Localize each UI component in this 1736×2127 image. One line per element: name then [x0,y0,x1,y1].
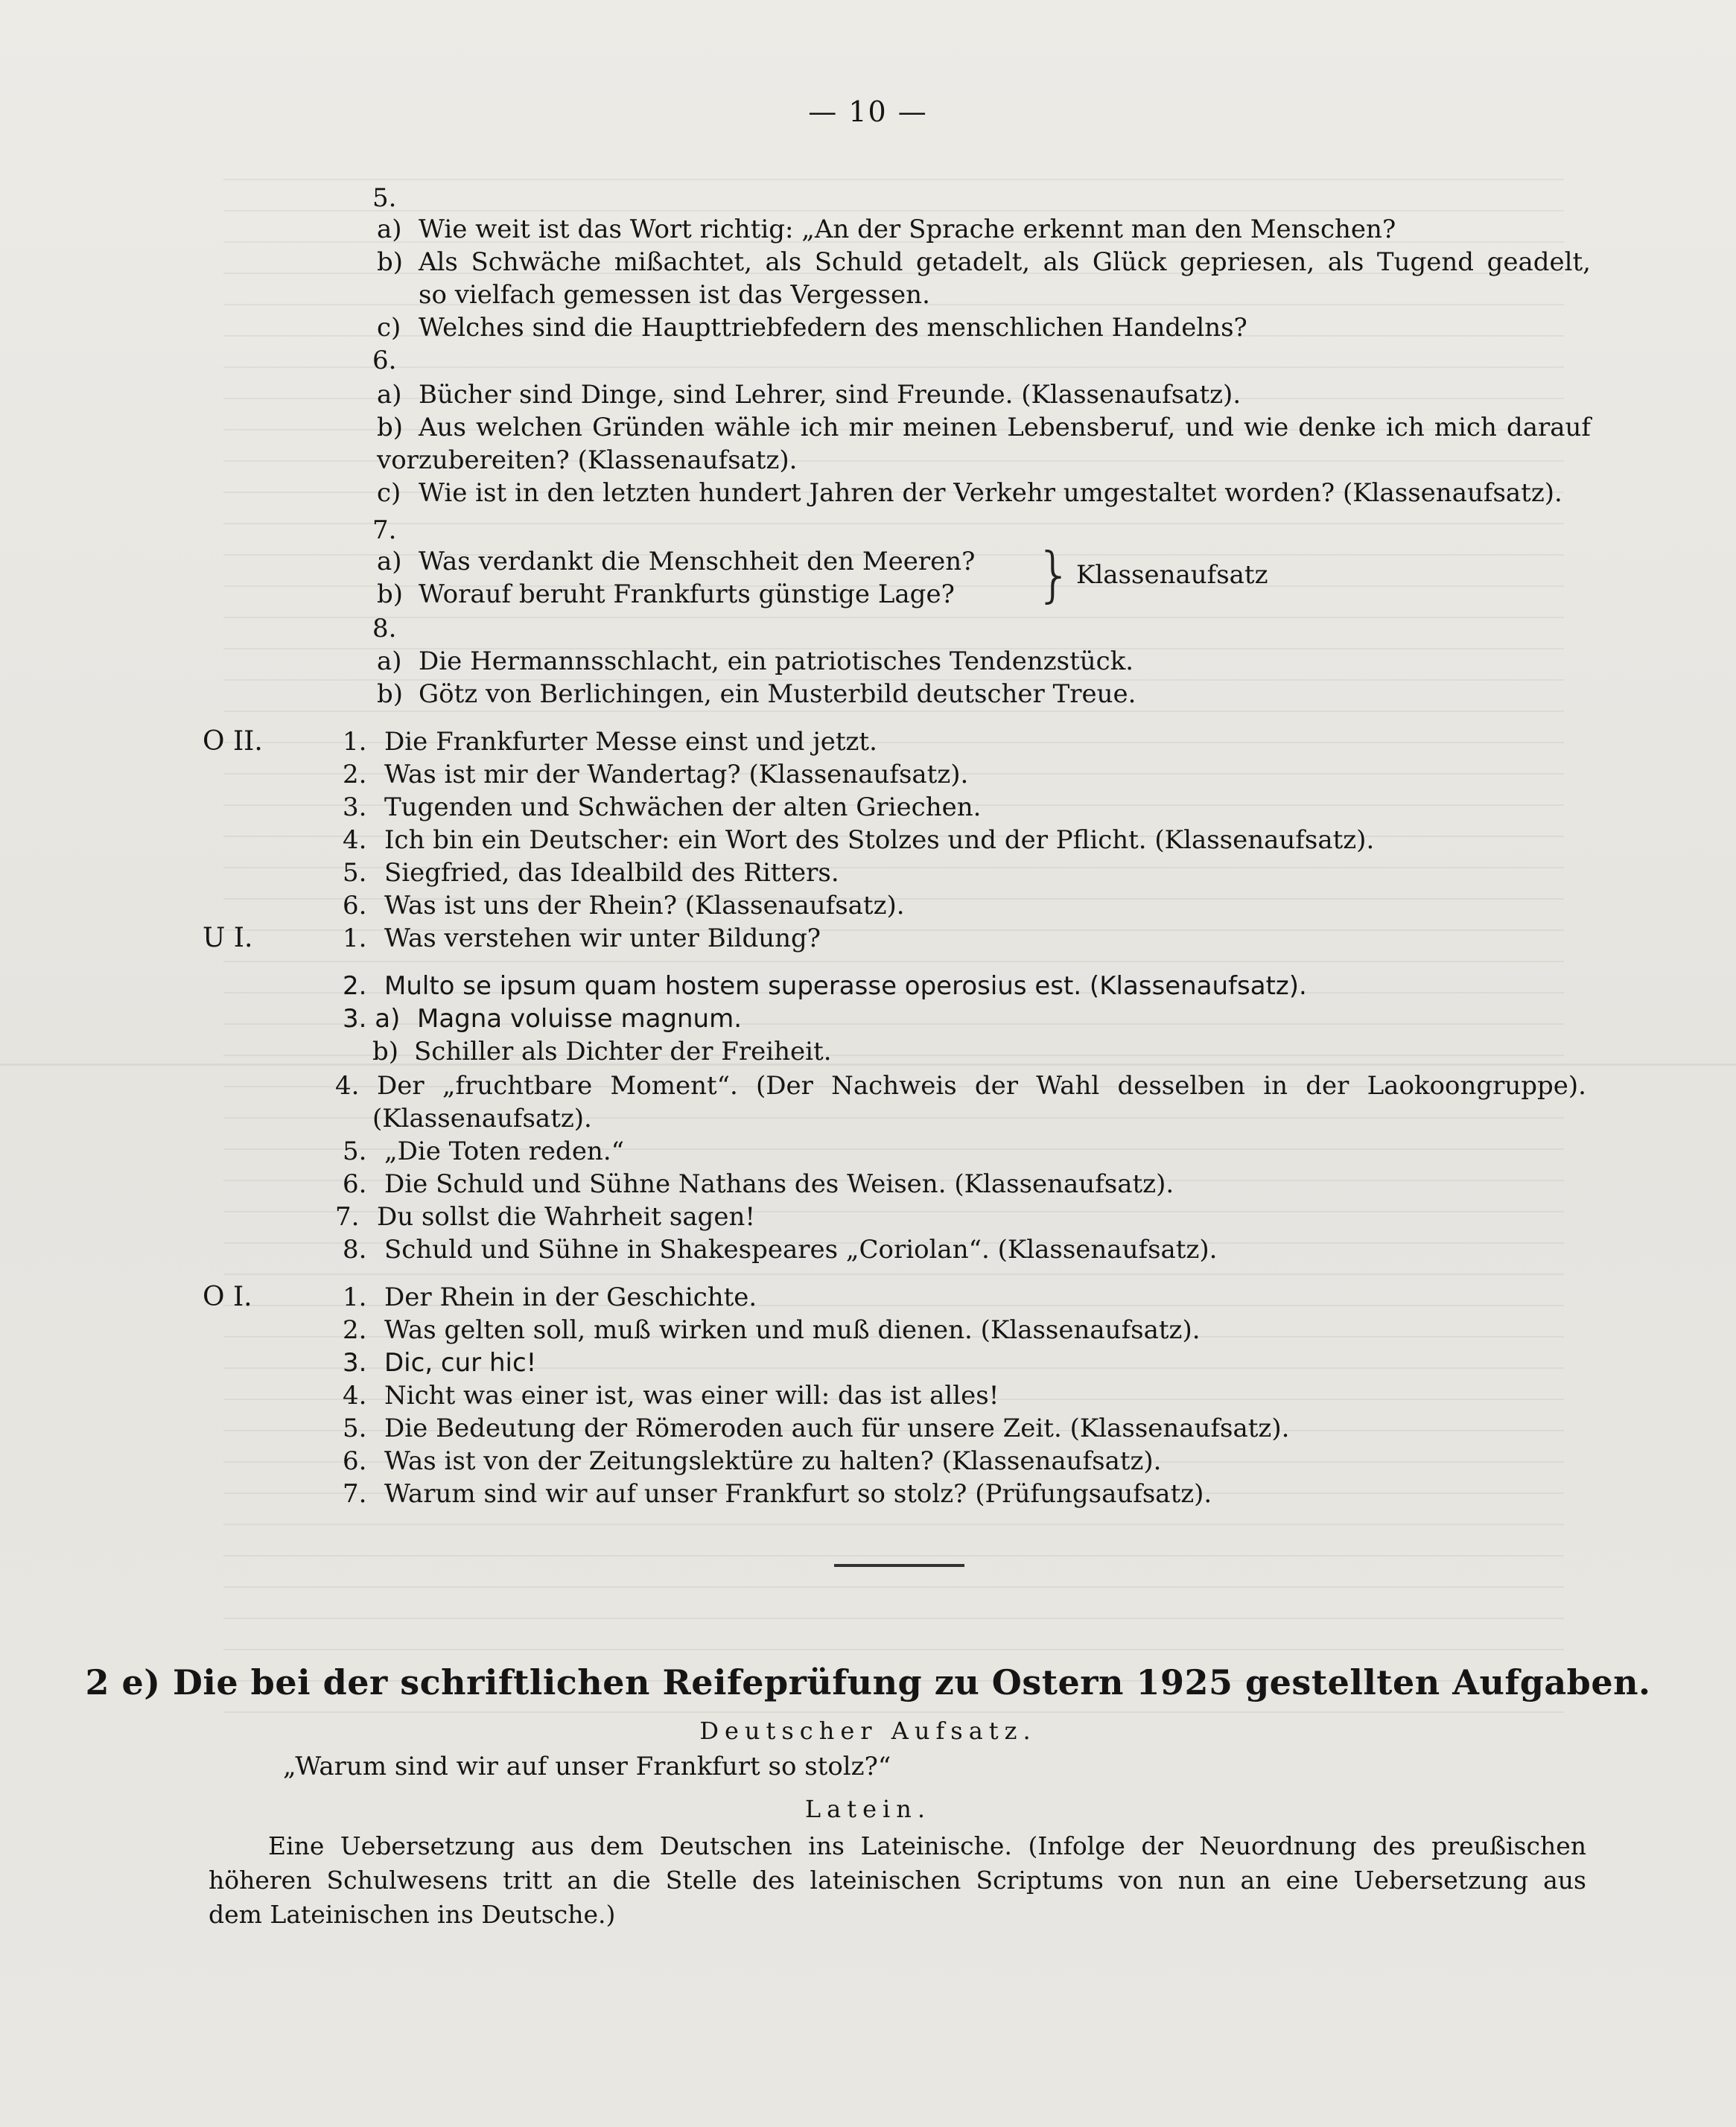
latein-line-3: dem Lateinischen ins Deutsche.) [209,1900,616,1929]
section-divider [834,1564,964,1567]
u-i-item-1: 1. Was verstehen wir unter Bildung? [343,923,821,953]
brace-label: Klassenaufsatz [1076,560,1268,590]
u-i-item-3b: b) Schiller als Dichter der Freiheit. [372,1037,832,1066]
o-ii-item-3: 3. Tugenden und Schwächen der alten Griechen. [343,792,982,822]
u-i-item-4: 4. Der „fruchtbare Moment“. (Der Nachweis der Wahl desselben in der Laokoongruppe). [335,1071,1586,1101]
section-title: 2 e) Die bei der schriftlichen Reifeprüfung zu Ostern 1925 gestellten Aufgaben. [85,1662,1651,1702]
latein-paragraph [209,1829,1586,1932]
o-ii-item-5: 5. Siegfried, das Idealbild des Ritters. [343,858,839,888]
class-label-u-i: U I. [203,923,253,953]
o-i-item-4: 4. Nicht was einer ist, was einer will: das ist alles! [343,1381,999,1411]
o-ii-item-4: 4. Ich bin ein Deutscher: ein Wort des Stolzes und der Pflicht. (Klassenaufsatz). [343,825,1375,855]
group-6-item-c: c) Wie ist in den letzten hundert Jahren der Verkehr umgestaltet worden? (Klassenaufsatz). [377,478,1562,508]
brace-symbol: } [1035,540,1073,609]
deutsch-text: „Warum sind wir auf unser Frankfurt so stolz?“ [283,1752,891,1781]
class-label-o-ii: O II. [203,726,263,757]
o-ii-item-2: 2. Was ist mir der Wandertag? (Klassenaufsatz). [343,760,969,789]
group-7-item-b: b) Worauf beruht Frankfurts günstige Lage? [377,579,955,609]
class-label-o-i: O I. [203,1282,252,1312]
o-i-item-6: 6. Was ist von der Zeitungslektüre zu halten? (Klassenaufsatz). [343,1446,1162,1476]
group-7-label: 7. [372,515,397,545]
page-number: — 10 — [808,95,928,128]
o-i-item-5: 5. Die Bedeutung der Römeroden auch für unsere Zeit. (Klassenaufsatz). [343,1414,1290,1443]
o-i-item-3: 3. Dic, cur hic! [343,1348,537,1378]
group-6-item-a: a) Bücher sind Dinge, sind Lehrer, sind Freunde. (Klassenaufsatz). [377,380,1241,410]
u-i-item-3a: 3. a) Magna voluisse magnum. [343,1004,743,1034]
group-5-item-b-cont: so vielfach gemessen ist das Vergessen. [419,280,930,310]
u-i-item-2: 2. Multo se ipsum quam hostem superasse operosius est. (Klassenaufsatz). [343,971,1307,1001]
o-i-item-2: 2. Was gelten soll, muß wirken und muß dienen. (Klassenaufsatz). [343,1315,1201,1345]
group-7-item-a: a) Was verdankt die Menschheit den Meeren? [377,547,976,576]
page-fold [0,1064,1736,1066]
group-6-item-b-cont: vorzubereiten? (Klassenaufsatz). [377,445,798,475]
group-6-label: 6. [372,346,397,375]
u-i-item-6: 6. Die Schuld und Sühne Nathans des Weisen. (Klassenaufsatz). [343,1169,1174,1199]
u-i-item-8: 8. Schuld und Sühne in Shakespeares „Coriolan“. (Klassenaufsatz). [343,1235,1218,1265]
group-5-item-b: b) Als Schwäche mißachtet, als Schuld getadelt, als Glück gepriesen, als Tugend geadelt, [377,247,1591,277]
group-5-item-a: a) Wie weit ist das Wort richtig: „An der Sprache erkennt man den Menschen? [377,214,1396,244]
latein-line-2: höheren Schulwesens tritt an die Stelle des lateinischen Scriptums von nun an eine Uebersetzung aus [209,1866,1586,1895]
o-i-item-1: 1. Der Rhein in der Geschichte. [343,1282,757,1312]
u-i-item-7: 7. Du sollst die Wahrheit sagen! [335,1202,756,1232]
o-ii-item-1: 1. Die Frankfurter Messe einst und jetzt. [343,727,877,757]
group-5-label: 5. [372,183,397,213]
group-8-item-a: a) Die Hermannsschlacht, ein patriotisches Tendenzstück. [377,646,1134,676]
latein-line-1: Eine Uebersetzung aus dem Deutschen ins Lateinische. (Infolge der Neuordnung des preußischen [268,1831,1586,1860]
o-i-item-7: 7. Warum sind wir auf unser Frankfurt so stolz? (Prüfungsaufsatz). [343,1479,1212,1509]
u-i-item-4-cont: (Klassenaufsatz). [372,1104,592,1134]
group-8-item-b: b) Götz von Berlichingen, ein Musterbild deutscher Treue. [377,679,1136,709]
group-5-item-c: c) Welches sind die Haupttriebfedern des menschlichen Handelns? [377,313,1247,343]
deutsch-heading: Deutscher Aufsatz. [699,1717,1037,1745]
group-6-item-b: b) Aus welchen Gründen wähle ich mir meinen Lebensberuf, und wie denke ich mich darauf [377,413,1591,442]
group-8-label: 8. [372,614,397,643]
o-ii-item-6: 6. Was ist uns der Rhein? (Klassenaufsatz). [343,891,905,921]
u-i-item-5: 5. „Die Toten reden.“ [343,1136,625,1166]
latein-heading: Latein. [804,1795,932,1823]
